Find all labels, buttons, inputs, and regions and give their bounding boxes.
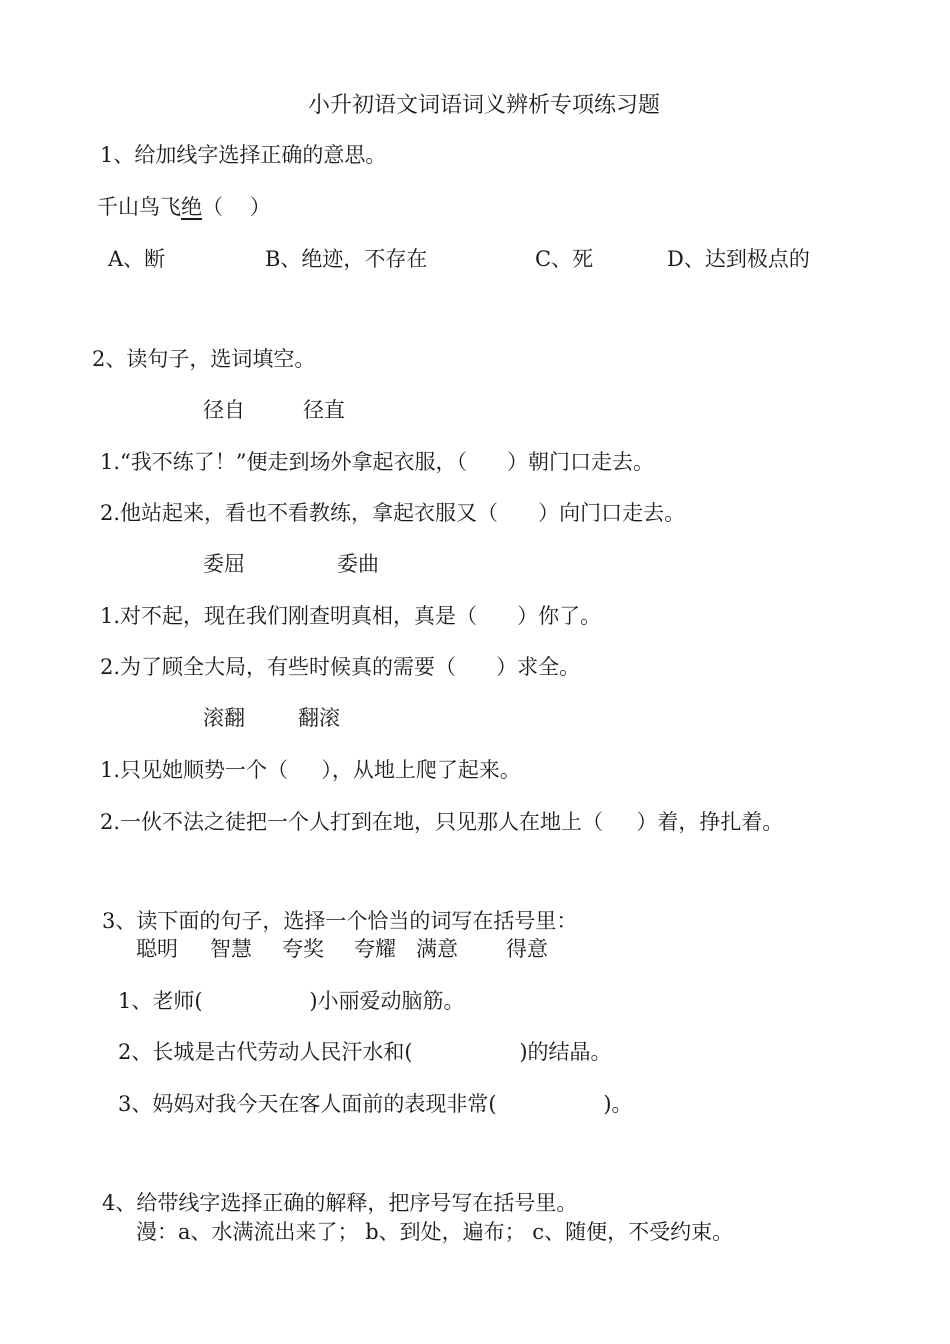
- q2-group1-sentence1: 1.“我不练了！”便走到场外拿起衣服，（ ）朝门口走去。: [100, 450, 655, 474]
- page-title: 小升初语文词语词义辨析专项练习题: [308, 93, 661, 118]
- q3-sentence-2: 2、长城是古代劳动人民汗水和( )的结晶。: [118, 1040, 612, 1064]
- q2-group1-word2: 径直: [303, 398, 345, 422]
- q2-group3-sentence1: 1.只见她顺势一个（ ），从地上爬了起来。: [100, 758, 521, 782]
- q2-group2-word1: 委屈: [203, 552, 245, 576]
- q2-group1-sentence2: 2.他站起来，看也不看教练，拿起衣服又（ ）向门口走去。: [100, 501, 686, 525]
- q2-group3-word1: 滚翻: [203, 706, 245, 730]
- q3-word-5: 满意: [416, 937, 458, 961]
- q4-definition: 漫：a、水满流出来了； b、到处，遍布； c、随便，不受约束。: [136, 1220, 734, 1244]
- q1-stem-before: 千山鸟飞: [97, 195, 181, 219]
- q2-group2-sentence2: 2.为了顾全大局，有些时候真的需要（ ）求全。: [100, 655, 581, 679]
- q1-stem-underlined: 绝: [181, 195, 202, 219]
- q2-group2-word2: 委曲: [337, 552, 379, 576]
- q4-heading: 4、给带线字选择正确的解释，把序号写在括号里。: [102, 1191, 578, 1215]
- q2-heading: 2、读句子，选词填空。: [92, 347, 316, 371]
- q3-word-3: 夸奖: [282, 937, 324, 961]
- q1-option-b: B、绝迹，不存在: [265, 247, 428, 271]
- q3-heading: 3、读下面的句子，选择一个恰当的词写在括号里：: [102, 909, 578, 933]
- q2-group2-sentence1: 1.对不起，现在我们刚查明真相，真是（ ）你了。: [100, 604, 602, 628]
- q3-sentence-1: 1、老师( )小丽爱动脑筋。: [118, 989, 465, 1013]
- q1-stem: [97, 197, 271, 218]
- q2-group1-word1: 径自: [203, 398, 245, 422]
- q3-word-1: 聪明: [136, 937, 178, 961]
- q3-sentence-3: 3、妈妈对我今天在客人面前的表现非常( )。: [118, 1092, 633, 1116]
- q3-word-6: 得意: [506, 937, 548, 961]
- q1-option-d: D、达到极点的: [667, 247, 810, 271]
- q1-heading: 1、给加线字选择正确的意思。: [100, 143, 387, 167]
- q2-group3-word2: 翻滚: [298, 706, 340, 730]
- q2-group3-sentence2: 2.一伙不法之徒把一个人打到在地，只见那人在地上（ ）着，挣扎着。: [100, 810, 784, 834]
- q1-option-a: A、断: [108, 247, 166, 271]
- q1-stem-blank: （ ）: [202, 195, 271, 219]
- q1-option-c: C、死: [535, 247, 594, 271]
- q3-word-2: 智慧: [210, 937, 252, 961]
- q3-word-4: 夸耀: [354, 937, 396, 961]
